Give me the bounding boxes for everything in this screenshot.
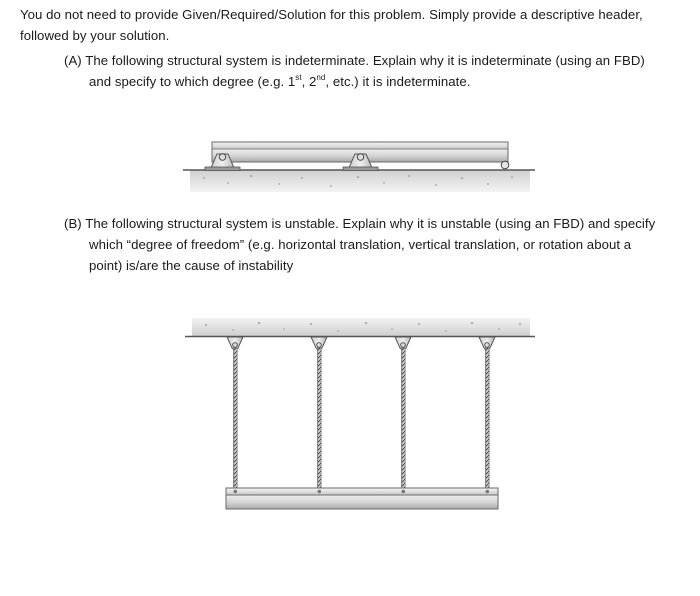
part-b-line-2: which “degree of freedom” (e.g. horizontal translation, vertical translation, or rotation about a xyxy=(89,237,632,252)
ordinal-st: st xyxy=(295,72,302,82)
figure-b-ceiling xyxy=(185,318,535,337)
intro-line-1: You do not need to provide Given/Required/Solution for this problem. Simply provide a descriptive header, xyxy=(20,7,643,22)
part-b-label: (B) xyxy=(64,216,82,231)
figure-b-hanger-1 xyxy=(227,337,243,490)
part-b-text-1: The following structural system is unstable. Explain why it is unstable (using an FBD) and specify xyxy=(85,216,656,231)
part-a-text-2b: , 2 xyxy=(301,74,317,89)
intro-line-2: followed by your solution. xyxy=(20,28,170,43)
part-a-text-2c: , etc.) it is indeterminate. xyxy=(325,74,471,89)
figure-b-hanger-2 xyxy=(311,337,327,490)
ordinal-nd: nd xyxy=(316,72,326,82)
figure-a-roller-support-right xyxy=(501,161,509,169)
figure-a-indeterminate-beam xyxy=(183,142,535,192)
figure-b-hanger-3 xyxy=(395,337,411,490)
part-a-text-2a: and specify to which degree (e.g. 1 xyxy=(89,74,296,89)
figure-a-ground xyxy=(183,170,535,192)
figure-b-beam xyxy=(226,488,498,509)
part-b-line-3: point) is/are the cause of instability xyxy=(89,258,294,273)
part-a-label: (A) xyxy=(64,53,82,68)
figure-b-unstable-hanging-beam xyxy=(185,318,535,509)
figure-b-hanger-4 xyxy=(479,337,495,490)
part-a-text-1: The following structural system is indeterminate. Explain why it is indeterminate (using an FBD) xyxy=(85,53,645,68)
